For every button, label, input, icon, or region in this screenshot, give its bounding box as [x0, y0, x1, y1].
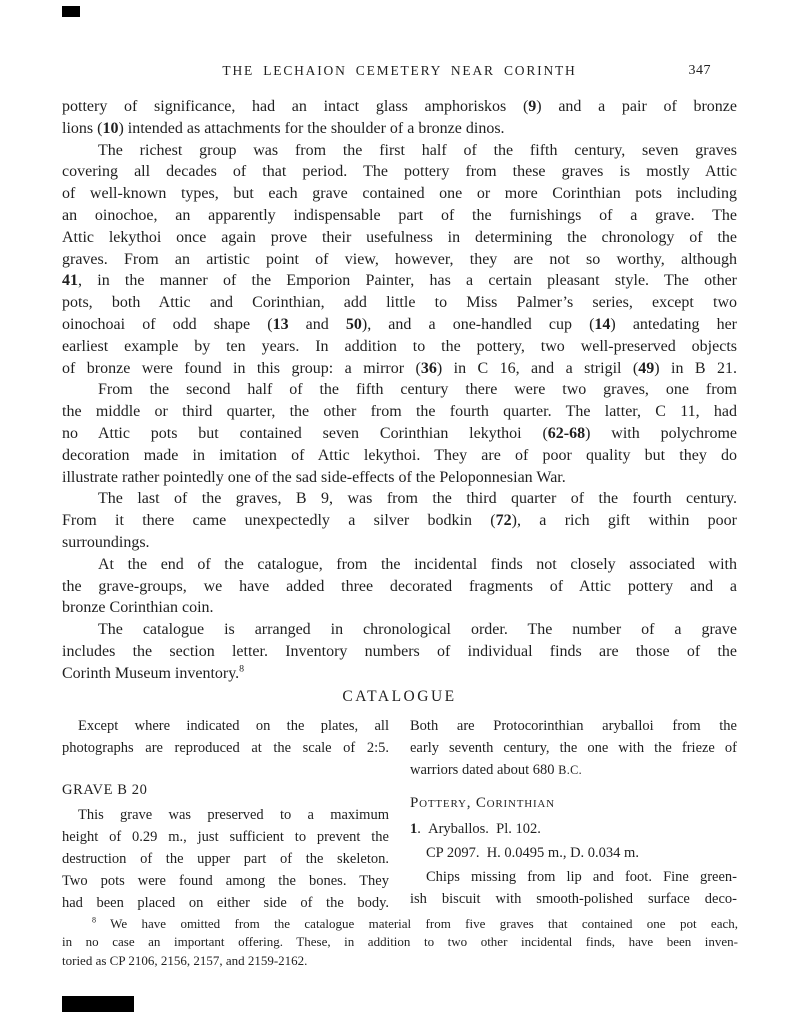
text-line: photographs are reproduced at the scale of 2:5.	[62, 740, 389, 756]
running-header	[62, 63, 737, 81]
text-line: 41, in the manner of the Emporion Painter, has a certain pleasant style. The other	[62, 272, 737, 290]
text-line: pots, both Attic and Corinthian, add little to Miss Palmer’s series, except two	[62, 294, 737, 312]
text-line: earliest example by ten years. In addition to the pottery, two well-preserved objects	[62, 337, 737, 355]
paragraph-catalogue-order	[62, 619, 737, 684]
text-line: oinochoai of odd shape (13 and 50), and a one-handled cup (14) antedating her	[62, 315, 737, 333]
text-line: Chips missing from lip and foot. Fine green-	[426, 869, 737, 885]
text-line: lions (10) intended as attachments for the shoulder of a bronze dinos.	[62, 119, 505, 137]
text-line: surroundings.	[62, 533, 150, 551]
right-column	[410, 715, 737, 914]
catalogue-heading: CATALOGUE	[342, 688, 457, 705]
text-line: warriors dated about 680 B.C.	[410, 762, 583, 778]
text-line: of bronze were found in this group: a mirror (36) in C 16, and a strigil (49) in B 21.	[62, 359, 737, 377]
grave-b20-heading: GRAVE B 20	[62, 782, 148, 798]
text-line: Corinth Museum inventory.$^8$	[62, 663, 245, 682]
pottery-corinthian-heading: Pottery, Corinthian	[410, 795, 555, 811]
text-line: destruction of the upper part of the skeleton.	[62, 851, 389, 867]
footnote	[62, 915, 738, 970]
scan-artifact-bottom-left	[62, 996, 134, 1012]
text-line: Both are Protocorinthian aryballoi from the	[410, 718, 737, 734]
text-line: no Attic pots but contained seven Corinthian lekythoi (62-68) with polychrome	[62, 424, 737, 442]
text-line: covering all decades of that period. The pottery from these graves is mostly Attic	[62, 163, 737, 181]
text-line: of well-known types, but each grave contained one or more Corinthian pots including	[62, 185, 737, 203]
text-line: CP 2097. H. 0.0495 m., D. 0.034 m.	[426, 845, 639, 861]
text-line: pottery of significance, had an intact glass amphoriskos (9) and a pair of bronze	[62, 98, 737, 115]
paragraph-continuation	[62, 96, 737, 140]
text-line: the grave-groups, we have added three decorated fragments of Attic pottery and a	[62, 577, 737, 595]
text-line: in no case an important offering. These, in addition to two other incidental finds, have been inven-	[62, 934, 738, 950]
left-column	[62, 715, 389, 914]
scan-artifact-top-left	[62, 6, 80, 17]
catalogue-entry-1-title	[410, 818, 737, 840]
text-line: height of 0.29 m., just sufficient to prevent the	[62, 829, 389, 845]
text-line: had been placed on either side of the body.	[62, 895, 389, 911]
text-line: decoration made in imitation of Attic lekythoi. They are of poor quality but they do	[62, 446, 737, 464]
text-line: The catalogue is arranged in chronological order. The number of a grave	[98, 621, 737, 639]
text-line: toried as CP 2106, 2156, 2157, and 2159-2162.	[62, 952, 308, 968]
aryballoi-note	[410, 715, 737, 781]
text-line: includes the section letter. Inventory numbers of individual finds are those of the	[62, 642, 737, 660]
plates-scale-note	[62, 715, 389, 759]
text-line: $^8$ We have omitted from the catalogue material from five graves that contained one pot each,	[92, 915, 738, 931]
text-line: the middle or third quarter, the other from the fourth quarter. The latter, C 11, had	[62, 403, 737, 421]
text-line: At the end of the catalogue, from the incidental finds not closely associated with	[98, 555, 737, 573]
paragraph-incidental-finds	[62, 554, 737, 619]
grave-b20-description	[62, 804, 389, 914]
text-line: Except where indicated on the plates, all	[78, 718, 389, 734]
catalogue-columns	[62, 715, 737, 914]
text-line: Two pots were found among the bones. They	[62, 873, 389, 889]
text-line: ish biscuit with smooth-polished surface deco-	[410, 891, 737, 907]
main-text-block	[62, 96, 737, 685]
text-line: The richest group was from the first half of the fifth century, seven graves	[98, 141, 737, 159]
text-line: 1. Aryballos. Pl. 102.	[410, 821, 541, 837]
text-line: From it there came unexpectedly a silver bodkin (72), a rich gift within poor	[62, 512, 737, 530]
running-head-title: THE LECHAION CEMETERY NEAR CORINTH	[222, 63, 577, 78]
page-number: 347	[688, 63, 711, 78]
text-line: bronze Corinthian coin.	[62, 599, 214, 617]
text-line: graves. From an artistic point of view, however, they are not so worthy, although	[62, 250, 737, 268]
text-line: Attic lekythoi once again prove their usefulness in determining the chronology of the	[62, 228, 737, 246]
text-line: This grave was preserved to a maximum	[78, 807, 389, 823]
paragraph-richest-group	[62, 140, 737, 380]
catalogue-entry-1-description	[410, 866, 737, 910]
text-line: an oinochoe, an apparently indispensable part of the furnishings of a grave. The	[62, 206, 737, 224]
paragraph-second-half	[62, 379, 737, 488]
text-line: illustrate rather pointedly one of the sad side-effects of the Peloponnesian War.	[62, 468, 566, 486]
paragraph-last-graves	[62, 488, 737, 553]
text-line: early seventh century, the one with the frieze of	[410, 740, 737, 756]
text-line: The last of the graves, B 9, was from the third quarter of the fourth century.	[98, 490, 737, 508]
text-line: From the second half of the fifth century there were two graves, one from	[98, 381, 737, 399]
catalogue-entry-1-dimensions	[410, 842, 737, 864]
